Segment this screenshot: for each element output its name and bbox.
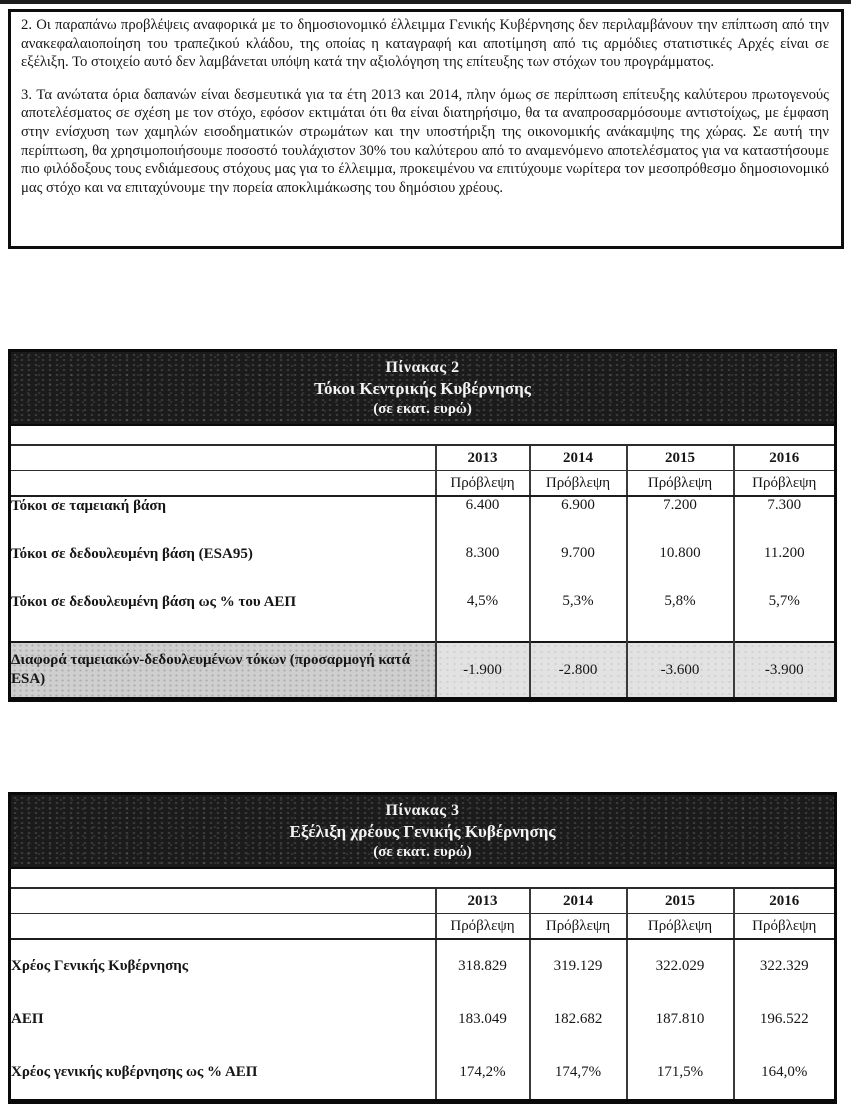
year-header: 2016 — [734, 445, 836, 471]
paragraph-3: 3. Τα ανώτατα όρια δαπανών είναι δεσμευτικά για τα έτη 2013 και 2014, πλην όμως σε περίπτωση επίτευξης καλύτερου πρωτογενούς αποτελέσματος σε σχέση με τον στόχο, εφόσον εκτιμάται ότι θα είναι διατηρήσιμο, θα τα αναπροσαρμόσουμε αντιστοίχως, με έμφαση στην ενίσχυση των χαμηλών εισοδηματικών στρωμάτων και την υποστήριξη της οικονομικής ανάκαμψης της χώρας. Σε αυτή την περίπτωση, θα χρησιμοποιήσουμε ποσοστό τουλάχιστον 30% του καλύτερου από το αναμενόμενο αποτελέσματος για να καταστήσουμε πιο φιλόδοξους τους ενδιάμεσους στόχους μας για το έλλειμμα, προκειμένου να επιτύχουμε νωρίτερα τον μεσοπρόθεσμο δημοσιονομικό μας στόχο και να επιταχύνουμε την πορεία αποκλιμάκωσης του δημόσιου χρέους. — [21, 86, 829, 196]
forecast-header: Πρόβλεψη — [734, 914, 836, 940]
table-unit-label: (σε εκατ. ευρώ) — [373, 400, 472, 417]
spacer-row — [10, 425, 836, 445]
table-pinakas-2 — [8, 349, 837, 702]
cell-value: -1.900 — [436, 642, 530, 700]
row-label: Διαφορά ταμειακών-δεδουλευμένων τόκων (προσαρμογή κατά ESA) — [10, 642, 436, 700]
table-title — [10, 351, 836, 426]
table-number: Πίνακας 3 — [385, 801, 460, 819]
cell-value: 10.800 — [627, 545, 734, 593]
cell-value: 318.829 — [436, 939, 530, 993]
cell-value: 196.522 — [734, 993, 836, 1046]
spacer-cell — [10, 868, 836, 888]
paragraph-2: 2. Οι παραπάνω προβλέψεις αναφορικά με το δημοσιονομικό έλλειμμα Γενικής Κυβέρνησης δεν περιλαμβάνουν την επίπτωση από την ανακεφαλαιοποίηση του τραπεζικού κλάδου, της οποίας η καταγραφή και αποτίμηση από τις αρμόδιες στατιστικές Αρχές είναι σε εξέλιξη. Το στοιχείο αυτό δεν λαμβάνεται υπόψη κατά την αξιολόγηση της επίτευξης των στόχων του προγράμματος. — [21, 17, 829, 71]
row-label: Τόκοι σε δεδουλευμένη βάση (ESA95) — [11, 546, 253, 562]
cell-value: -2.800 — [530, 642, 627, 700]
year-header: 2014 — [530, 888, 627, 914]
cell-value: 7.300 — [734, 496, 836, 545]
row-label: Χρέος γενικής κυβέρνησης ως % ΑΕΠ — [11, 1064, 258, 1080]
cell-value: 7.200 — [627, 496, 734, 545]
cell-value: 174,7% — [530, 1046, 627, 1102]
table-title-row — [10, 794, 836, 869]
table-title — [10, 794, 836, 869]
notes-text-box — [8, 9, 844, 249]
cell-value: 174,2% — [436, 1046, 530, 1102]
forecast-header: Πρόβλεψη — [530, 914, 627, 940]
forecast-header: Πρόβλεψη — [436, 914, 530, 940]
cell-value: 171,5% — [627, 1046, 734, 1102]
spacer-cell — [10, 425, 836, 445]
cell-value: 6.900 — [530, 496, 627, 545]
year-header: 2015 — [627, 445, 734, 471]
empty-corner-cell — [10, 914, 436, 940]
forecast-header-row — [10, 471, 836, 497]
empty-corner-cell — [10, 471, 436, 497]
year-header: 2013 — [436, 888, 530, 914]
row-label: Τόκοι σε ταμειακή βάση — [11, 498, 167, 514]
empty-corner-cell — [10, 445, 436, 471]
table-row — [10, 939, 836, 993]
table-number: Πίνακας 2 — [385, 358, 460, 376]
forecast-header: Πρόβλεψη — [530, 471, 627, 497]
table-title-row — [10, 351, 836, 426]
row-label: ΑΕΠ — [11, 1011, 44, 1027]
cell-value: -3.900 — [734, 642, 836, 700]
cell-value: 322.329 — [734, 939, 836, 993]
cell-value: 4,5% — [436, 593, 530, 642]
spacer-row — [10, 868, 836, 888]
cell-value: -3.600 — [627, 642, 734, 700]
cell-value: 164,0% — [734, 1046, 836, 1102]
cell-value: 9.700 — [530, 545, 627, 593]
year-header: 2016 — [734, 888, 836, 914]
row-label: Τόκοι σε δεδουλευμένη βάση ως % του ΑΕΠ — [11, 594, 297, 610]
forecast-header: Πρόβλεψη — [627, 471, 734, 497]
forecast-header-row — [10, 914, 836, 940]
table-unit-label: (σε εκατ. ευρώ) — [373, 843, 472, 860]
empty-corner-cell — [10, 888, 436, 914]
cell-value: 8.300 — [436, 545, 530, 593]
table-title-text: Τόκοι Κεντρικής Κυβέρνησης — [314, 378, 531, 398]
year-header-row — [10, 445, 836, 471]
forecast-header: Πρόβλεψη — [627, 914, 734, 940]
cell-value: 11.200 — [734, 545, 836, 593]
table-row-highlighted — [10, 642, 836, 700]
cell-value: 322.029 — [627, 939, 734, 993]
cell-value: 183.049 — [436, 993, 530, 1046]
year-header: 2013 — [436, 445, 530, 471]
cell-value: 6.400 — [436, 496, 530, 545]
table-row — [10, 1046, 836, 1102]
table-row — [10, 593, 836, 642]
year-header-row — [10, 888, 836, 914]
year-header: 2014 — [530, 445, 627, 471]
scan-edge-strip — [0, 0, 851, 4]
forecast-header: Πρόβλεψη — [734, 471, 836, 497]
year-header: 2015 — [627, 888, 734, 914]
forecast-header: Πρόβλεψη — [436, 471, 530, 497]
table-row — [10, 993, 836, 1046]
table-pinakas-3 — [8, 792, 837, 1104]
cell-value: 5,7% — [734, 593, 836, 642]
cell-value: 5,3% — [530, 593, 627, 642]
table-row — [10, 496, 836, 545]
table-title-text: Εξέλιξη χρέους Γενικής Κυβέρνησης — [289, 821, 556, 841]
cell-value: 187.810 — [627, 993, 734, 1046]
row-label: Χρέος Γενικής Κυβέρνησης — [11, 958, 189, 974]
cell-value: 319.129 — [530, 939, 627, 993]
table-row — [10, 545, 836, 593]
cell-value: 5,8% — [627, 593, 734, 642]
cell-value: 182.682 — [530, 993, 627, 1046]
